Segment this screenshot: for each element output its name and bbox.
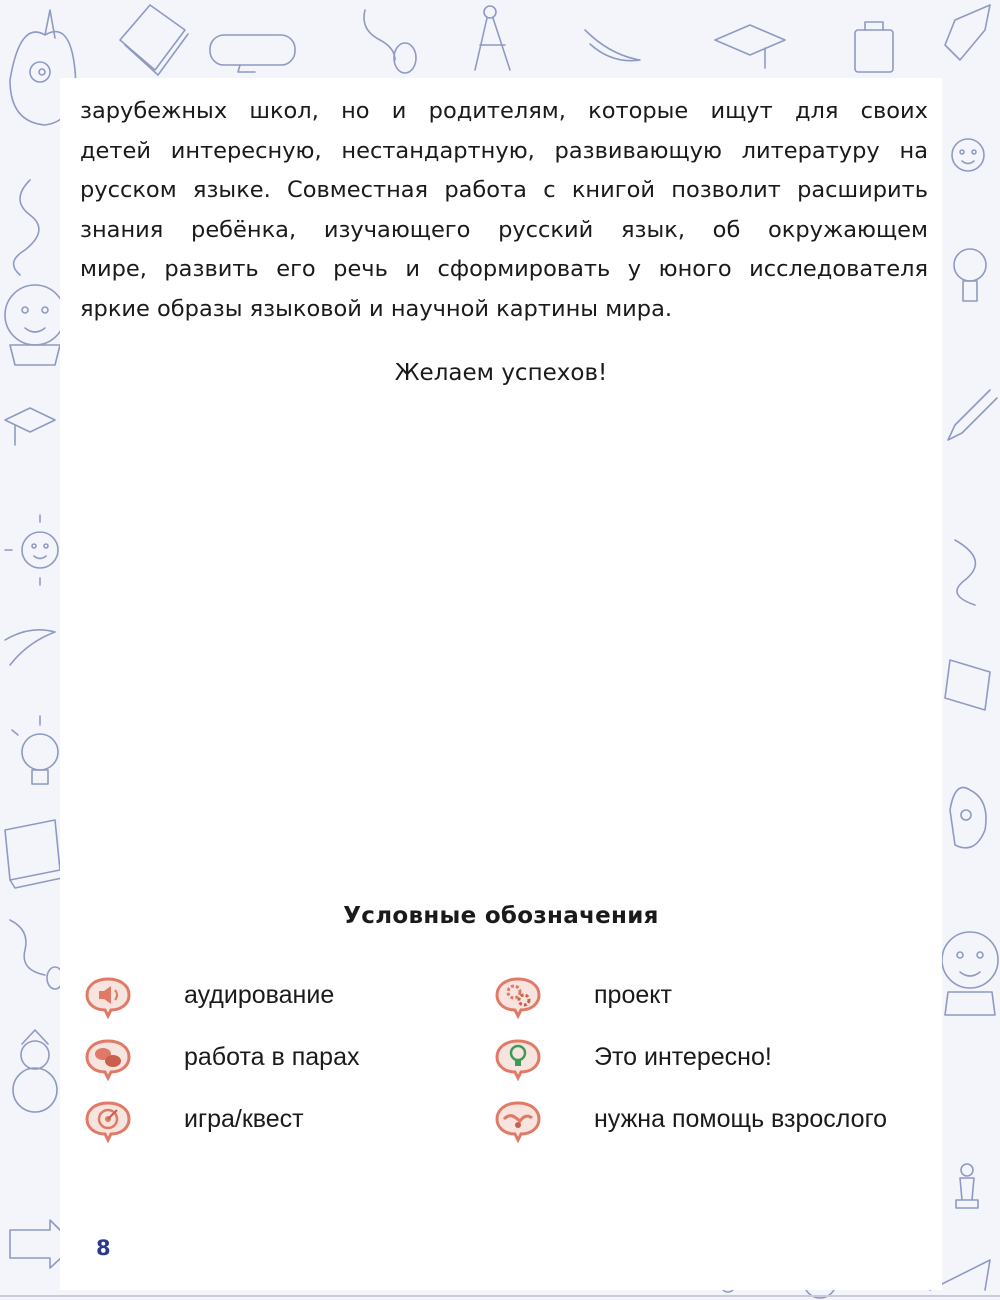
chat-bubbles-icon [84, 1037, 132, 1081]
legend-label: работа в парах [184, 1043, 360, 1071]
banana-doodle-icon [585, 30, 640, 61]
banana-doodle-icon-left [5, 630, 55, 665]
legend-label: аудирование [184, 981, 335, 1009]
legend-label: нужна помощь взрослого [594, 1105, 888, 1133]
compass-doodle-icon [475, 6, 510, 70]
cap-doodle-icon-left [5, 408, 55, 445]
target-icon [84, 1099, 132, 1143]
legend-label: игра/квест [184, 1105, 304, 1133]
legend-label: Это интересно! [594, 1043, 772, 1071]
paragraph-line: яркие образы языковой и научной картины мира. [80, 295, 673, 322]
legend-title: Условные обозначения [343, 903, 659, 929]
legend-item-interesting [494, 1037, 772, 1081]
closing-wish: Желаем успехов! [394, 360, 608, 386]
legend-item-game [84, 1099, 304, 1143]
lightbulb-icon [494, 1037, 542, 1081]
chess-doodle-icon-right [956, 1164, 978, 1208]
snake-doodle-icon-right [955, 540, 975, 605]
book-doodle-icon-right [945, 660, 990, 710]
boy-doodle-icon-right [942, 932, 998, 1015]
paragraph-line: мире, развить его речь и сформировать у юного исследователя [80, 256, 928, 282]
legend-item-adult-help [494, 1099, 888, 1143]
book-doodle-icon-left [5, 820, 62, 888]
page-content [60, 78, 942, 1290]
legend-item-listening [84, 975, 335, 1019]
helping-hands-icon [494, 1099, 542, 1143]
mouse-doodle-icon [364, 10, 416, 73]
page-number: 8 [96, 1236, 111, 1260]
intro-paragraph [80, 92, 928, 329]
snowman-doodle-icon [13, 1030, 57, 1112]
pencil-doodle-icon-right [948, 390, 997, 440]
eraser-doodle-icon [210, 35, 295, 72]
bulb-doodle-icon-right [954, 249, 986, 301]
briefcase-doodle-icon [855, 22, 893, 72]
paragraph-line: русском языке. Совместная работа с книгой позволит расширить [80, 177, 928, 203]
arrow-doodle-icon [945, 5, 990, 60]
monster-doodle-icon-right [950, 788, 986, 848]
graduation-cap-doodle-icon [715, 25, 785, 68]
legend-item-pair-work [84, 1037, 360, 1081]
book-doodle-icon [120, 5, 188, 75]
legend-label: проект [594, 981, 672, 1009]
snake-doodle-icon [14, 180, 39, 275]
gears-icon [494, 975, 542, 1019]
sun-doodle-icon-right [952, 139, 984, 171]
paragraph-line: зарубежных школ, но и родителям, которые ищут для своих [80, 98, 928, 124]
legend-item-project [494, 975, 672, 1019]
speaker-icon [84, 975, 132, 1019]
paragraph-line: знания ребёнка, изучающего русский язык, об окружающем [80, 216, 928, 243]
mouse-doodle-icon-left [10, 920, 63, 989]
boy-face-doodle-icon [5, 285, 65, 365]
paragraph-line: детей интересную, нестандартную, развивающую литературу на [80, 137, 928, 164]
